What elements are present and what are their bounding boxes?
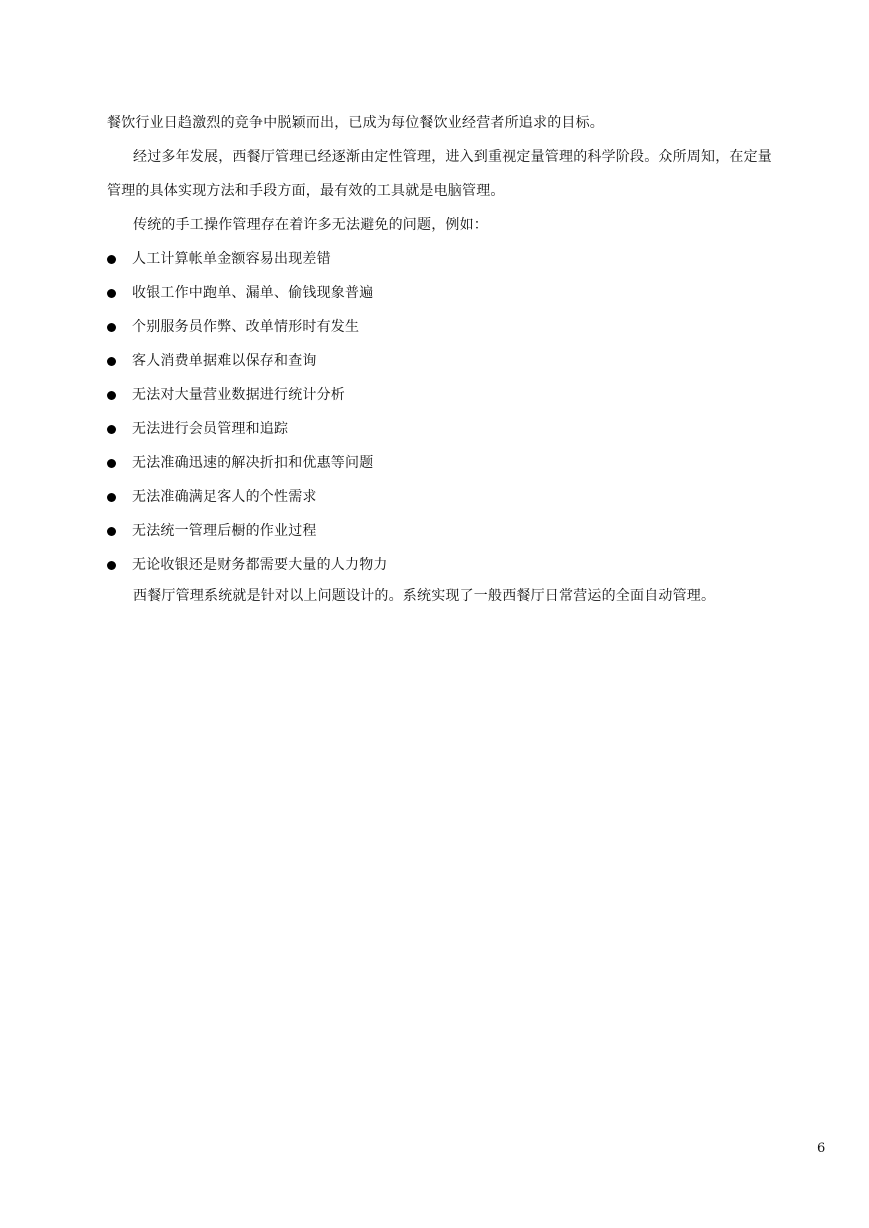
- bullet-icon: [107, 391, 116, 400]
- list-item-text: 无法进行会员管理和追踪: [132, 421, 289, 437]
- bullet-icon: [107, 255, 116, 264]
- bullet-icon: [107, 459, 116, 468]
- paragraph-2-line-2: 管理的具体实现方法和手段方面，最有效的工具就是电脑管理。: [107, 183, 505, 199]
- bullet-icon: [107, 323, 116, 332]
- page-number: 6: [817, 1141, 826, 1156]
- list-item-text: 个别服务员作弊、改单情形时有发生: [132, 319, 360, 335]
- list-item-text: 人工计算帐单金额容易出现差错: [132, 251, 331, 267]
- paragraph-3: 传统的手工操作管理存在着许多无法避免的问题，例如：: [133, 217, 488, 233]
- list-item-text: 客人消费单据难以保存和查询: [132, 353, 317, 369]
- bullet-icon: [107, 493, 116, 502]
- bullet-icon: [107, 425, 116, 434]
- list-item-text: 无法统一管理后橱的作业过程: [132, 523, 317, 539]
- paragraph-1-tail: 餐饮行业日趋激烈的竞争中脱颖而出，已成为每位餐饮业经营者所追求的目标。: [107, 115, 604, 131]
- list-item-text: 无法准确迅速的解决折扣和优惠等问题: [132, 455, 374, 471]
- paragraph-4: 西餐厅管理系统就是针对以上问题设计的。系统实现了一般西餐厅日常营运的全面自动管理。: [133, 588, 716, 604]
- bullet-icon: [107, 289, 116, 298]
- bullet-icon: [107, 527, 116, 536]
- bullet-icon: [107, 357, 116, 366]
- list-item-text: 无法对大量营业数据进行统计分析: [132, 387, 345, 403]
- list-item-text: 无论收银还是财务都需要大量的人力物力: [132, 557, 388, 573]
- paragraph-2-line-1: 经过多年发展，西餐厅管理已经逐渐由定性管理，进入到重视定量管理的科学阶段。众所周知，在定量: [133, 149, 772, 165]
- bullet-icon: [107, 561, 116, 570]
- list-item-text: 收银工作中跑单、漏单、偷钱现象普遍: [132, 285, 374, 301]
- list-item-text: 无法准确满足客人的个性需求: [132, 489, 317, 505]
